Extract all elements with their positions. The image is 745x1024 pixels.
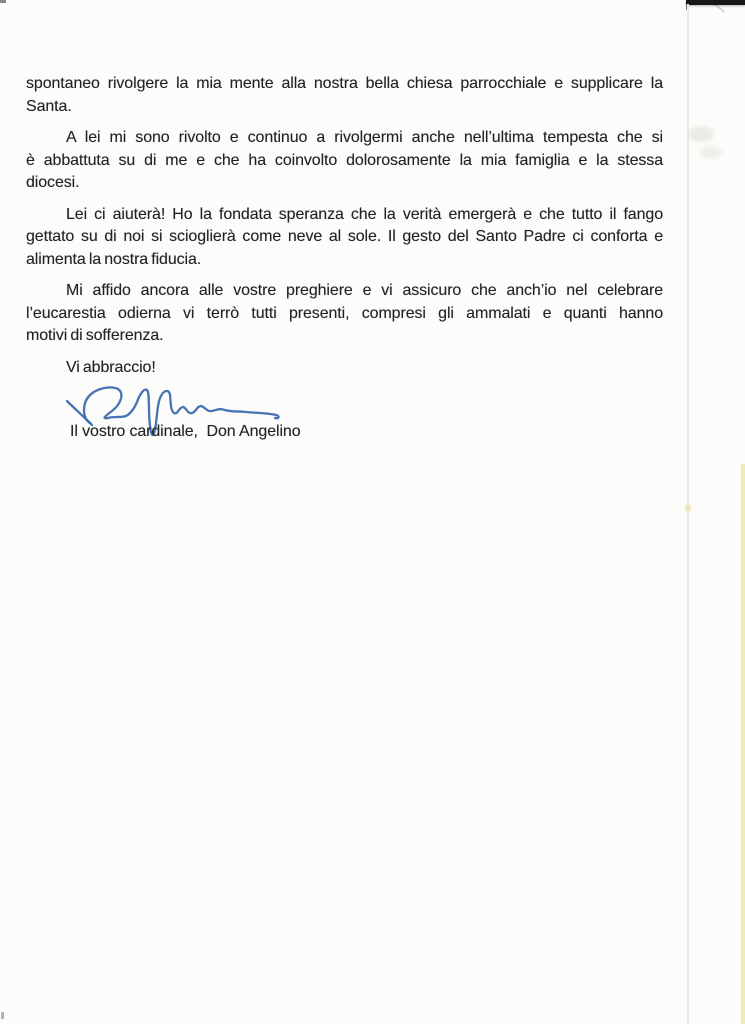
letter-line: motivi di sofferenza. [26, 327, 164, 344]
letter-line: l’eucarestia odierna vi terrò tutti presenti, compresi gli ammalati e quanti hanno [26, 304, 663, 322]
page-fold-line [687, 4, 689, 1024]
letter-line: A lei mi sono rivolto e continuo a rivolgermi anche nell’ultima tempesta che si [66, 129, 663, 146]
letter-line: Mi affido ancora alle vostre preghiere e vi assicuro che anch’io nel celebrare [66, 282, 663, 299]
letter-line: diocesi. [26, 174, 80, 191]
yellow-edge-dot [685, 504, 691, 512]
right-edge-yellow-strip [741, 464, 745, 1024]
letter-line: Santa. [26, 97, 72, 115]
letter-paragraph [26, 280, 663, 348]
letter-line: è abbattuta su di me e che ha coinvolto dolorosamente la mia famiglia e la stessa [26, 151, 663, 169]
letter-line: spontaneo rivolgere la mia mente alla nostra bella chiesa parrocchiale e supplicare la [26, 75, 663, 92]
closing-line: Il vostro cardinale, Don Angelino [70, 423, 301, 440]
letter-line: Lei ci aiuterà! Ho la fondata speranza che la verità emergerà e che tutto il fango [66, 205, 663, 223]
corner-speck [0, 0, 6, 3]
letter-body [26, 73, 663, 388]
letter-paragraph [26, 127, 663, 195]
scan-smudge [700, 146, 722, 159]
letter-paragraph [26, 357, 663, 380]
letter-line: Vi abbraccio! [66, 358, 156, 376]
letter-paragraph [26, 73, 663, 118]
scan-smudge [688, 126, 714, 142]
letter-line: alimenta la nostra fiducia. [26, 250, 202, 268]
letter-line: gettato su di noi si scioglierà come neve al sole. Il gesto del Santo Padre ci conforta e [26, 228, 663, 245]
corner-speck [1, 1012, 4, 1019]
letter-paragraph [26, 204, 663, 272]
